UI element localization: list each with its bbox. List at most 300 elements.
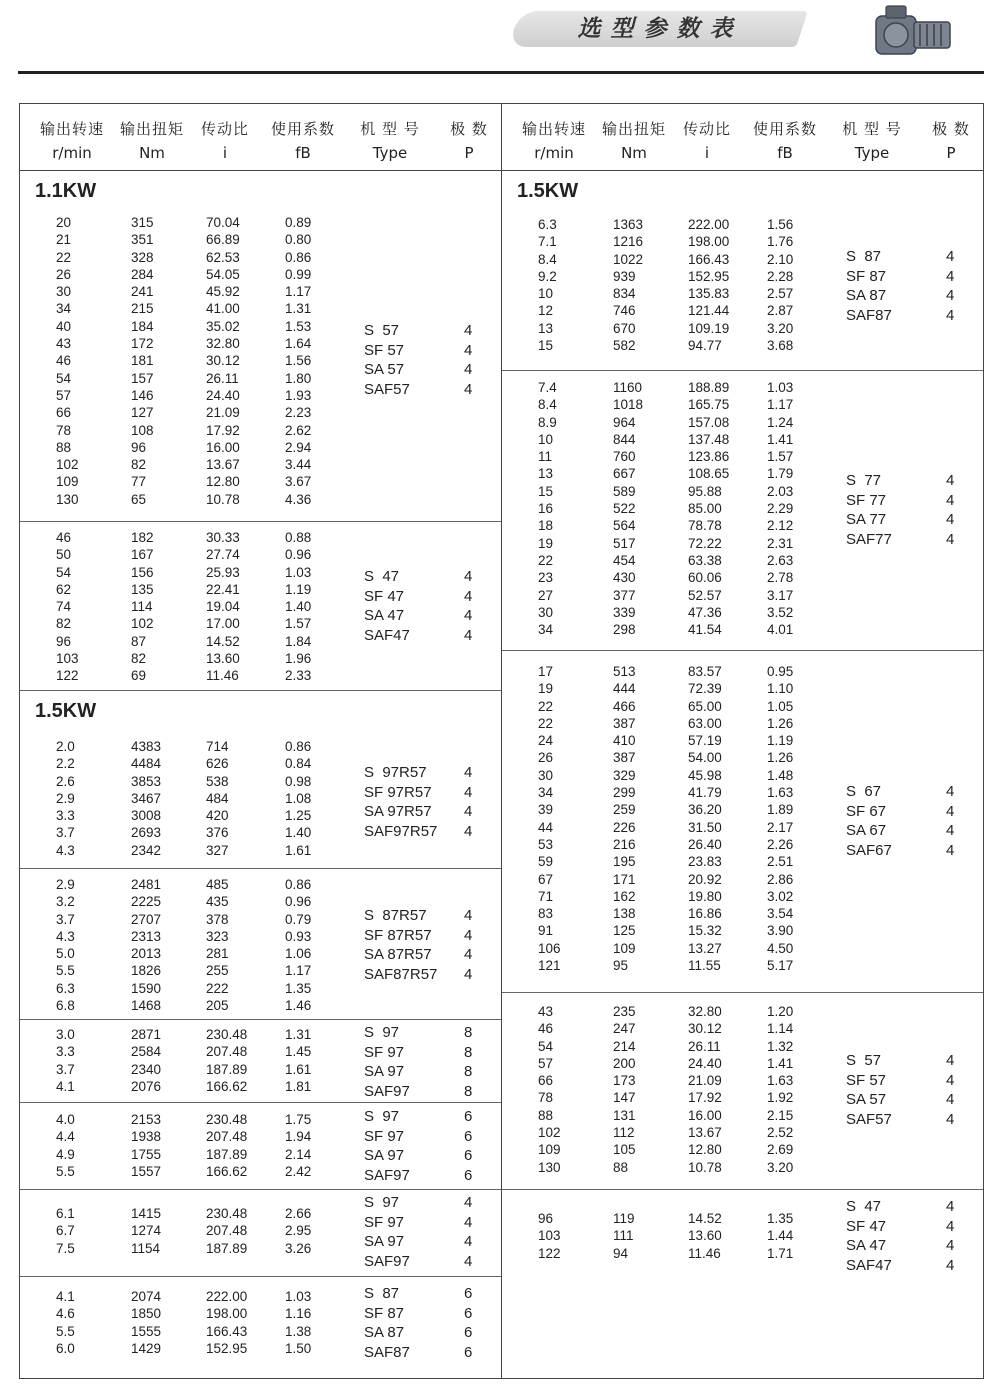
table-row bbox=[502, 397, 983, 414]
factor-cell: 3.17 bbox=[767, 587, 794, 603]
factor-cell: 1.35 bbox=[767, 1211, 794, 1226]
factor-header: 使用系数 bbox=[752, 120, 817, 138]
table-row bbox=[502, 217, 983, 234]
column-header bbox=[502, 104, 983, 171]
speed-cell: 3.7 bbox=[56, 911, 75, 927]
ratio-cell: 222.00 bbox=[688, 217, 730, 232]
speed-cell: 30 bbox=[56, 284, 72, 300]
table-row bbox=[502, 588, 983, 605]
model-type: SA 67 bbox=[846, 822, 887, 839]
factor-cell: 1.14 bbox=[767, 1021, 794, 1037]
model-type: SA 87R57 bbox=[364, 946, 432, 963]
model-line bbox=[364, 1024, 494, 1044]
model-line bbox=[846, 287, 976, 307]
ratio-cell: 207.48 bbox=[206, 1129, 248, 1145]
model-line bbox=[846, 803, 976, 823]
factor-cell: 3.44 bbox=[285, 457, 312, 473]
speed-cell: 4.9 bbox=[56, 1146, 75, 1162]
model-line bbox=[364, 627, 494, 647]
speed-cell: 22 bbox=[538, 698, 554, 714]
ratio-cell: 78.78 bbox=[688, 518, 722, 534]
ratio-cell: 152.95 bbox=[206, 1340, 248, 1356]
factor-cell: 1.56 bbox=[767, 217, 794, 232]
model-type: S 87 bbox=[846, 248, 882, 265]
pole-count: 6 bbox=[464, 1343, 473, 1361]
ratio-cell: 222.00 bbox=[206, 1289, 248, 1304]
ratio-cell: 11.55 bbox=[688, 958, 721, 974]
torque-cell: 173 bbox=[613, 1073, 636, 1089]
ratio-cell: 152.95 bbox=[688, 268, 730, 284]
ratio-cell: 45.98 bbox=[688, 767, 722, 783]
spec-group bbox=[20, 690, 501, 869]
speed-cell: 2.2 bbox=[56, 756, 75, 772]
torque-cell: 82 bbox=[131, 651, 147, 667]
speed-cell: 66 bbox=[56, 405, 72, 421]
model-line bbox=[846, 268, 976, 288]
factor-cell: 1.40 bbox=[285, 825, 312, 841]
table-row bbox=[502, 338, 983, 355]
table-row bbox=[502, 906, 983, 923]
model-list bbox=[846, 1198, 976, 1276]
ratio-cell: 714 bbox=[206, 739, 229, 754]
speed-cell: 4.1 bbox=[56, 1078, 75, 1094]
factor-cell: 1.41 bbox=[767, 431, 794, 447]
model-type: S 87 bbox=[364, 1285, 400, 1302]
ratio-cell: 205 bbox=[206, 998, 229, 1014]
model-type: SF 87 bbox=[846, 267, 887, 285]
torque-cell: 834 bbox=[613, 286, 636, 302]
pole-count: 6 bbox=[464, 1147, 473, 1164]
factor-cell: 1.80 bbox=[285, 370, 312, 386]
factor-cell: 1.84 bbox=[285, 633, 312, 649]
torque-cell: 351 bbox=[131, 232, 154, 248]
table-row bbox=[20, 301, 501, 318]
torque-cell: 235 bbox=[613, 1004, 636, 1019]
factor-cell: 1.10 bbox=[767, 681, 794, 697]
type-header: 机 型 号 bbox=[360, 120, 420, 138]
ratio-cell: 83.57 bbox=[688, 664, 722, 679]
factor-cell: 1.61 bbox=[285, 842, 312, 858]
factor-cell: 1.19 bbox=[285, 581, 312, 597]
model-type: SF 57 bbox=[846, 1071, 887, 1089]
ratio-cell: 135.83 bbox=[688, 286, 730, 302]
power-rating: 1.1KW bbox=[35, 180, 97, 202]
torque-cell: 3467 bbox=[131, 790, 162, 806]
speed-cell: 4.6 bbox=[56, 1306, 75, 1322]
pole-count: 4 bbox=[464, 822, 473, 840]
factor-cell: 1.89 bbox=[767, 802, 794, 818]
speed-cell: 7.4 bbox=[538, 380, 557, 395]
pole-count: 6 bbox=[464, 1285, 473, 1302]
factor-cell: 0.96 bbox=[285, 547, 312, 563]
torque-cell: 96 bbox=[131, 439, 147, 455]
ratio-cell: 45.92 bbox=[206, 284, 240, 300]
ratio-cell: 13.67 bbox=[688, 1125, 722, 1141]
speed-cell: 7.1 bbox=[538, 234, 557, 250]
model-type: SA 47 bbox=[364, 607, 405, 624]
model-type: SF 67 bbox=[846, 802, 887, 820]
pole-count: 4 bbox=[464, 1252, 473, 1270]
table-row bbox=[502, 681, 983, 698]
torque-cell: 2074 bbox=[131, 1289, 162, 1304]
ratio-cell: 54.05 bbox=[206, 266, 240, 282]
pole-count: 4 bbox=[464, 926, 473, 944]
speed-cell: 13 bbox=[538, 320, 554, 336]
torque-cell: 2013 bbox=[131, 946, 162, 962]
torque-cell: 2693 bbox=[131, 825, 162, 841]
speed-cell: 4.4 bbox=[56, 1129, 75, 1145]
torque-cell: 284 bbox=[131, 266, 154, 282]
model-type: SAF97 bbox=[364, 1166, 410, 1184]
ratio-cell: 10.78 bbox=[206, 491, 240, 507]
ratio-cell: 57.19 bbox=[688, 733, 722, 749]
torque-cell: 4383 bbox=[131, 739, 162, 754]
torque-cell: 138 bbox=[613, 906, 636, 922]
ratio-cell: 14.52 bbox=[206, 633, 240, 649]
model-type: SAF57 bbox=[364, 380, 410, 398]
ratio-cell: 157.08 bbox=[688, 414, 730, 430]
factor-cell: 2.87 bbox=[767, 303, 794, 319]
factor-cell: 3.54 bbox=[767, 906, 794, 922]
torque-cell: 444 bbox=[613, 681, 636, 697]
model-type: SF 87 bbox=[364, 1304, 405, 1322]
factor-cell: 1.41 bbox=[767, 1055, 794, 1071]
torque-cell: 1274 bbox=[131, 1223, 162, 1239]
spec-group bbox=[20, 521, 501, 691]
model-list bbox=[364, 1194, 494, 1272]
speed-cell: 67 bbox=[538, 871, 554, 887]
ratio-cell: 187.89 bbox=[206, 1061, 248, 1077]
speed-cell: 7.5 bbox=[56, 1240, 75, 1256]
pole-count: 4 bbox=[464, 965, 473, 983]
model-line bbox=[364, 927, 494, 947]
speed-cell: 102 bbox=[538, 1125, 561, 1141]
torque-cell: 1429 bbox=[131, 1340, 162, 1356]
factor-cell: 1.64 bbox=[285, 336, 312, 352]
speed-cell: 57 bbox=[56, 387, 72, 403]
table-row bbox=[502, 1004, 983, 1021]
model-line bbox=[364, 1044, 494, 1064]
model-line bbox=[364, 588, 494, 608]
speed-cell: 40 bbox=[56, 318, 72, 334]
factor-cell: 1.92 bbox=[767, 1090, 794, 1106]
pole-count: 4 bbox=[946, 306, 955, 324]
speed-cell: 6.3 bbox=[538, 217, 557, 232]
torque-cell: 339 bbox=[613, 604, 636, 620]
model-type: S 67 bbox=[846, 783, 882, 800]
factor-cell: 2.10 bbox=[767, 251, 794, 267]
factor-cell: 1.79 bbox=[767, 466, 794, 482]
speed-cell: 66 bbox=[538, 1073, 554, 1089]
factor-cell: 1.93 bbox=[285, 387, 312, 403]
speed-cell: 5.5 bbox=[56, 1323, 75, 1339]
torque-cell: 77 bbox=[131, 474, 147, 490]
model-list bbox=[364, 907, 494, 985]
torque-cell: 127 bbox=[131, 405, 154, 421]
model-type: SA 57 bbox=[364, 361, 405, 378]
factor-cell: 1.63 bbox=[767, 785, 794, 801]
model-line bbox=[364, 1167, 494, 1187]
ratio-cell: 70.04 bbox=[206, 215, 240, 230]
factor-cell: 1.45 bbox=[285, 1044, 312, 1060]
torque-cell: 564 bbox=[613, 518, 636, 534]
speed-cell: 30 bbox=[538, 767, 554, 783]
torque-cell: 1022 bbox=[613, 251, 644, 267]
model-list bbox=[846, 783, 976, 861]
ratio-cell: 72.22 bbox=[688, 535, 722, 551]
model-line bbox=[364, 1253, 494, 1273]
speed-cell: 2.9 bbox=[56, 790, 75, 806]
factor-cell: 2.63 bbox=[767, 552, 794, 568]
model-line bbox=[364, 1285, 494, 1305]
factor-cell: 0.98 bbox=[285, 773, 312, 789]
torque-cell: 105 bbox=[613, 1142, 636, 1158]
ratio-cell: 165.75 bbox=[688, 397, 730, 413]
torque-cell: 88 bbox=[613, 1159, 629, 1175]
speed-cell: 96 bbox=[538, 1211, 554, 1226]
factor-cell: 1.44 bbox=[767, 1228, 794, 1244]
ratio-cell: 198.00 bbox=[688, 234, 730, 250]
torque-cell: 1555 bbox=[131, 1323, 162, 1339]
model-line bbox=[364, 1147, 494, 1167]
speed-cell: 17 bbox=[538, 664, 554, 679]
factor-cell: 3.52 bbox=[767, 604, 794, 620]
ratio-cell: 187.89 bbox=[206, 1240, 248, 1256]
torque-cell: 131 bbox=[613, 1107, 636, 1123]
pole-count: 4 bbox=[946, 841, 955, 859]
torque-cell: 114 bbox=[131, 599, 153, 615]
torque-cell: 259 bbox=[613, 802, 636, 818]
pole-count: 4 bbox=[464, 587, 473, 605]
model-type: SF 87R57 bbox=[364, 926, 432, 944]
factor-cell: 1.25 bbox=[285, 808, 312, 824]
factor-cell: 0.89 bbox=[285, 215, 312, 230]
speed-cell: 82 bbox=[56, 616, 72, 632]
pole-count: 4 bbox=[946, 287, 955, 304]
model-type: SA 57 bbox=[846, 1091, 887, 1108]
model-type: SF 97R57 bbox=[364, 783, 432, 801]
table-row bbox=[20, 284, 501, 301]
factor-cell: 2.66 bbox=[285, 1206, 312, 1221]
torque-cell: 410 bbox=[613, 733, 636, 749]
speed-cell: 4.1 bbox=[56, 1289, 75, 1304]
speed-cell: 2.6 bbox=[56, 773, 75, 789]
model-type: SAF87R57 bbox=[364, 965, 438, 983]
pole-count: 4 bbox=[946, 1256, 955, 1274]
ratio-cell: 376 bbox=[206, 825, 229, 841]
model-type: SF 97 bbox=[364, 1127, 405, 1145]
model-type: SAF47 bbox=[364, 626, 410, 644]
speed-cell: 6.3 bbox=[56, 980, 75, 996]
speed-cell: 88 bbox=[56, 439, 72, 455]
model-line bbox=[364, 1233, 494, 1253]
pole-count: 4 bbox=[464, 803, 473, 820]
model-line bbox=[364, 1305, 494, 1325]
ratio-cell: 35.02 bbox=[206, 318, 240, 334]
factor-cell: 1.08 bbox=[285, 790, 312, 806]
model-line bbox=[364, 361, 494, 381]
model-type: SF 57 bbox=[364, 341, 405, 359]
speed-cell: 3.3 bbox=[56, 1044, 75, 1060]
pole-count: 4 bbox=[464, 322, 473, 339]
factor-cell: 0.86 bbox=[285, 739, 312, 754]
speed-cell: 6.1 bbox=[56, 1206, 75, 1221]
ratio-cell: 25.93 bbox=[206, 564, 240, 580]
model-type: SF 77 bbox=[846, 491, 887, 509]
ratio-cell: 72.39 bbox=[688, 681, 722, 697]
model-list bbox=[364, 1285, 494, 1363]
speed-cell: 3.3 bbox=[56, 808, 75, 824]
factor-cell: 1.06 bbox=[285, 946, 312, 962]
ratio-cell: 54.00 bbox=[688, 750, 722, 766]
ratio-cell: 32.80 bbox=[688, 1004, 722, 1019]
model-type: SF 97 bbox=[364, 1213, 405, 1231]
model-type: SA 97R57 bbox=[364, 803, 432, 820]
model-line bbox=[846, 1198, 976, 1218]
ratio-cell: 17.92 bbox=[688, 1090, 722, 1106]
torque-cell: 298 bbox=[613, 622, 636, 638]
speed-cell: 78 bbox=[56, 422, 72, 438]
ratio-cell: 17.92 bbox=[206, 422, 240, 438]
speed-cell: 8.4 bbox=[538, 397, 557, 413]
model-type: SAF87 bbox=[364, 1343, 410, 1361]
model-type: SA 77 bbox=[846, 511, 887, 528]
factor-cell: 2.52 bbox=[767, 1125, 794, 1141]
table-row bbox=[20, 440, 501, 457]
torque-cell: 247 bbox=[613, 1021, 636, 1037]
ratio-cell: 15.32 bbox=[688, 923, 722, 939]
ratio-cell: 85.00 bbox=[688, 501, 722, 517]
torque-unit: Nm bbox=[621, 144, 647, 162]
model-type: SA 97 bbox=[364, 1147, 405, 1164]
speed-cell: 5.5 bbox=[56, 1163, 75, 1179]
model-line bbox=[846, 248, 976, 268]
factor-cell: 2.23 bbox=[285, 405, 312, 421]
speed-cell: 43 bbox=[56, 336, 72, 352]
speed-cell: 54 bbox=[538, 1038, 554, 1054]
pole-count: 4 bbox=[464, 907, 473, 924]
model-line bbox=[846, 1072, 976, 1092]
ratio-cell: 27.74 bbox=[206, 547, 240, 563]
ratio-cell: 24.40 bbox=[206, 387, 240, 403]
factor-cell: 1.31 bbox=[285, 301, 312, 317]
speed-cell: 16 bbox=[538, 501, 554, 517]
ratio-cell: 65.00 bbox=[688, 698, 722, 714]
pole-count: 6 bbox=[464, 1166, 473, 1184]
torque-cell: 157 bbox=[131, 370, 154, 386]
table-row bbox=[20, 474, 501, 491]
factor-cell: 1.81 bbox=[285, 1078, 312, 1094]
spec-group bbox=[502, 1189, 983, 1379]
torque-cell: 513 bbox=[613, 664, 636, 679]
torque-cell: 2707 bbox=[131, 911, 162, 927]
torque-cell: 589 bbox=[613, 483, 636, 499]
ratio-cell: 485 bbox=[206, 877, 229, 892]
ratio-cell: 13.67 bbox=[206, 457, 240, 473]
ratio-cell: 230.48 bbox=[206, 1206, 248, 1221]
factor-cell: 1.19 bbox=[767, 733, 794, 749]
poles-unit: P bbox=[946, 144, 956, 162]
factor-cell: 0.80 bbox=[285, 232, 312, 248]
model-type: SAF67 bbox=[846, 841, 892, 859]
torque-cell: 171 bbox=[613, 871, 636, 887]
factor-cell: 1.57 bbox=[285, 616, 312, 632]
model-type: S 97 bbox=[364, 1194, 400, 1211]
ratio-cell: 66.89 bbox=[206, 232, 240, 248]
torque-cell: 670 bbox=[613, 320, 636, 336]
pole-count: 4 bbox=[946, 1052, 955, 1069]
model-type: SA 87 bbox=[364, 1324, 405, 1341]
torque-cell: 108 bbox=[131, 422, 154, 438]
torque-cell: 1468 bbox=[131, 998, 162, 1014]
torque-cell: 2153 bbox=[131, 1112, 162, 1127]
model-type: SA 87 bbox=[846, 287, 887, 304]
ratio-cell: 16.00 bbox=[206, 439, 240, 455]
pole-count: 4 bbox=[464, 1213, 473, 1231]
pole-count: 4 bbox=[946, 822, 955, 839]
torque-cell: 147 bbox=[613, 1090, 636, 1106]
model-list bbox=[846, 1052, 976, 1130]
torque-cell: 2313 bbox=[131, 928, 162, 944]
pole-count: 4 bbox=[946, 1198, 955, 1215]
factor-cell: 0.95 bbox=[767, 664, 794, 679]
model-list bbox=[364, 568, 494, 646]
ratio-cell: 36.20 bbox=[688, 802, 722, 818]
speed-cell: 26 bbox=[538, 750, 554, 766]
table-row bbox=[502, 699, 983, 716]
torque-cell: 181 bbox=[131, 353, 154, 369]
model-type: S 57 bbox=[846, 1052, 882, 1069]
ratio-cell: 21.09 bbox=[206, 405, 240, 421]
factor-cell: 2.14 bbox=[285, 1146, 312, 1162]
spec-group bbox=[502, 370, 983, 651]
table-row bbox=[20, 877, 501, 894]
speed-header: 输出转速 bbox=[39, 120, 104, 138]
speed-cell: 54 bbox=[56, 370, 72, 386]
model-type: SA 97 bbox=[364, 1233, 405, 1250]
ratio-cell: 63.38 bbox=[688, 552, 722, 568]
ratio-cell: 12.80 bbox=[688, 1142, 722, 1158]
speed-unit: r/min bbox=[534, 144, 574, 162]
factor-cell: 1.17 bbox=[767, 397, 794, 413]
torque-cell: 387 bbox=[613, 715, 636, 731]
poles-header: 极 数 bbox=[932, 120, 970, 138]
factor-cell: 0.86 bbox=[285, 877, 312, 892]
spec-group bbox=[20, 170, 501, 522]
torque-cell: 1154 bbox=[131, 1240, 161, 1256]
speed-unit: r/min bbox=[52, 144, 92, 162]
speed-cell: 8.4 bbox=[538, 251, 557, 267]
spec-group bbox=[20, 1189, 501, 1277]
factor-cell: 1.17 bbox=[285, 963, 312, 979]
ratio-cell: 26.11 bbox=[206, 370, 239, 386]
speed-cell: 21 bbox=[56, 232, 72, 248]
column-header bbox=[20, 104, 501, 171]
speed-cell: 26 bbox=[56, 266, 72, 282]
speed-cell: 30 bbox=[538, 604, 554, 620]
pole-count: 4 bbox=[946, 248, 955, 265]
ratio-cell: 187.89 bbox=[206, 1146, 248, 1162]
ratio-cell: 230.48 bbox=[206, 1027, 248, 1042]
torque-cell: 1850 bbox=[131, 1306, 162, 1322]
ratio-cell: 17.00 bbox=[206, 616, 240, 632]
model-line bbox=[846, 307, 976, 327]
speed-cell: 3.0 bbox=[56, 1027, 75, 1042]
factor-cell: 3.20 bbox=[767, 1159, 794, 1175]
speed-cell: 88 bbox=[538, 1107, 554, 1123]
pole-count: 4 bbox=[464, 764, 473, 781]
torque-cell: 844 bbox=[613, 431, 636, 447]
